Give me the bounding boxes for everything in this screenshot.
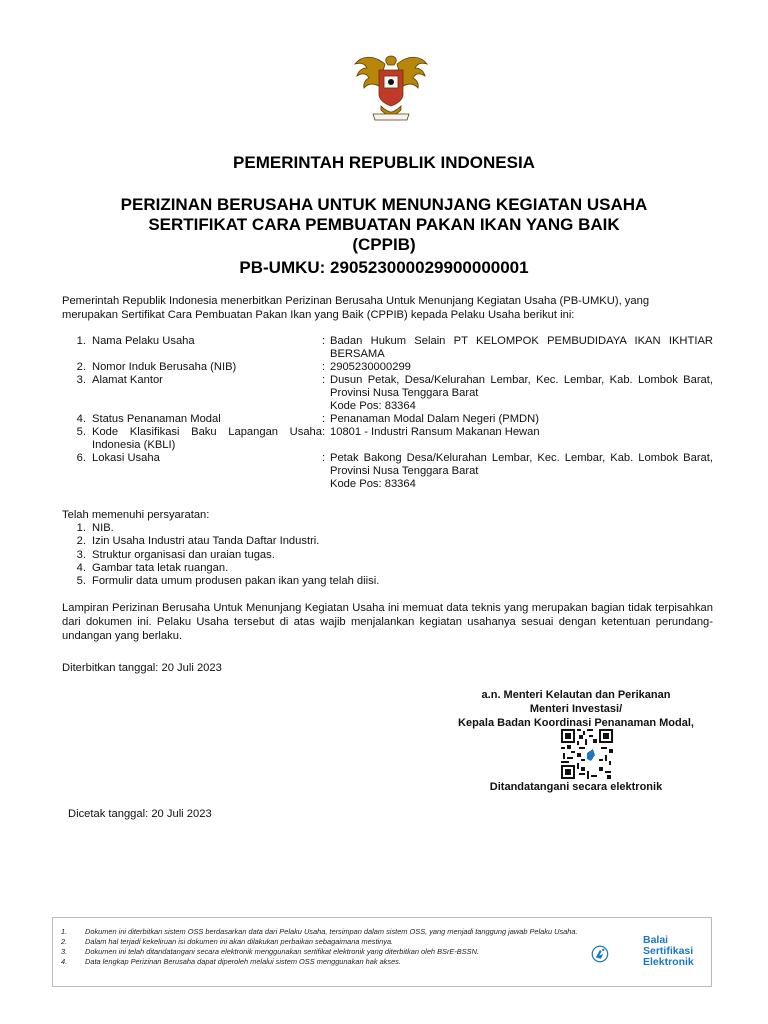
license-number: PB-UMKU: 290523000029900000001 [239, 258, 529, 277]
detail-colon: : [322, 413, 326, 425]
requirement-text: Izin Usaha Industri atau Tanda Daftar Industri. [92, 535, 320, 548]
footer-note [61, 947, 586, 957]
garuda-emblem-icon [351, 50, 431, 122]
detail-colon: : [322, 374, 326, 386]
detail-label: Nomor Induk Berusaha (NIB) [92, 361, 237, 373]
detail-value: Dusun Petak, Desa/Kelurahan Lembar, Kec. Lembar, Kab. Lombok Barat, Provinsi Nusa Tenggara Barat [330, 374, 713, 399]
printed-date: Dicetak tanggal: 20 Juli 2023 [68, 808, 212, 820]
intro-paragraph [62, 294, 713, 322]
detail-row [62, 335, 713, 361]
detail-colon: : [322, 361, 326, 373]
issued-date: Diterbitkan tanggal: 20 Juli 2023 [62, 662, 222, 674]
signatory-line: Kepala Badan Koordinasi Penanaman Modal, [458, 717, 694, 729]
detail-label: Kode Klasifikasi Baku Lapangan Usaha Indonesia (KBLI) [92, 426, 322, 451]
detail-number: 6. [76, 452, 86, 464]
detail-colon: : [322, 335, 326, 347]
footer-note-text: Data lengkap Perizinan Berusaha dapat diperoleh melalui sistem OSS menggunakan hak akses. [85, 957, 401, 966]
requirement-item [62, 535, 379, 548]
detail-postal-code: Kode Pos: 83364 [330, 478, 416, 490]
detail-colon: : [322, 426, 326, 438]
footer-note-number: 1. [61, 927, 68, 936]
requirements-list [62, 522, 379, 588]
detail-number: 4. [76, 413, 86, 425]
footer-note-text: Dokumen ini diterbitkan sistem OSS berdasarkan data dari Pelaku Usaha, tersimpan dalam sistem OSS, yang menjadi tanggung jawab Pelaku Usaha. [85, 927, 578, 936]
detail-number: 2. [76, 361, 86, 373]
bsre-logo-icon [591, 932, 639, 976]
requirement-number: 4. [76, 561, 86, 574]
detail-value: 10801 - Industri Ransum Makanan Hewan [330, 426, 540, 438]
signatory-block [440, 688, 712, 730]
title-line: SERTIFIKAT CARA PEMBUATAN PAKAN IKAN YANG BAIK [148, 215, 620, 234]
signatory-line: a.n. Menteri Kelautan dan Perikanan [481, 689, 671, 701]
detail-postal-code: Kode Pos: 83364 [330, 400, 416, 412]
closing-paragraph: Lampiran Perizinan Berusaha Untuk Menunjang Kegiatan Usaha ini memuat data teknis yang merupakan bagian tidak terpisahkan dari dokumen ini. Pelaku Usaha tersebut di atas wajib menjalankan kegiatan usahanya sesuai dengan ketentuan perundang-undangan yang berlaku. [62, 602, 713, 642]
footer-note [61, 957, 586, 967]
requirement-text: NIB. [92, 522, 114, 534]
footer-note-number: 4. [61, 957, 68, 966]
detail-value: Badan Hukum Selain PT KELOMPOK PEMBUDIDAYA IKAN IKHTIAR BERSAMA [330, 335, 713, 360]
footer-box [52, 917, 712, 987]
detail-label: Alamat Kantor [92, 374, 163, 386]
requirement-number: 2. [76, 535, 86, 548]
requirement-number: 3. [76, 548, 86, 561]
electronic-signature-label: Ditandatangani secara elektronik [489, 781, 663, 793]
footer-note-number: 3. [61, 947, 68, 956]
business-details [62, 335, 713, 491]
detail-value: Petak Bakong Desa/Kelurahan Lembar, Kec. Lembar, Kab. Lombok Barat, Provinsi Nusa Tenggara Barat [330, 452, 713, 477]
requirement-text: Gambar tata letak ruangan. [92, 561, 229, 574]
intro-line: Pemerintah Republik Indonesia menerbitkan Perizinan Berusaha Untuk Menunjang Kegiatan Usaha (PB-UMKU), yang [62, 295, 650, 307]
detail-number: 3. [76, 374, 86, 386]
requirement-item [62, 562, 379, 575]
detail-row [62, 413, 713, 426]
requirement-item [62, 522, 379, 535]
footer-notes [61, 927, 586, 967]
footer-note [61, 937, 586, 947]
requirement-text: Struktur organisasi dan uraian tugas. [92, 548, 275, 561]
detail-row [62, 426, 713, 452]
detail-label: Status Penanaman Modal [92, 413, 221, 425]
bsre-logo-line: Balai [643, 934, 669, 946]
detail-label: Lokasi Usaha [92, 452, 160, 464]
certificate-title [0, 195, 768, 255]
detail-row [62, 452, 713, 491]
requirement-item [62, 549, 379, 562]
detail-label: Nama Pelaku Usaha [92, 335, 195, 347]
requirements-title: Telah memenuhi persyaratan: [62, 509, 210, 521]
detail-row [62, 374, 713, 413]
title-line: (CPPIB) [352, 235, 416, 254]
requirement-number: 1. [76, 522, 86, 534]
detail-value: Penanaman Modal Dalam Negeri (PMDN) [330, 413, 539, 425]
detail-row [62, 361, 713, 374]
footer-note-text: Dokumen ini telah ditandatangani secara elektronik menggunakan sertifikat elektronik yang diterbitkan oleh BSrE-BSSN. [85, 947, 479, 956]
bsre-logo-line: Elektronik [643, 956, 694, 968]
requirement-item [62, 575, 379, 588]
detail-number: 1. [76, 335, 86, 347]
footer-note-number: 2. [61, 937, 68, 946]
footer-note [61, 927, 586, 937]
signatory-line: Menteri Investasi/ [529, 703, 623, 715]
detail-value: 2905230000299 [330, 361, 411, 373]
title-line: PERIZINAN BERUSAHA UNTUK MENUNJANG KEGIATAN USAHA [120, 195, 648, 214]
requirement-text: Formulir data umum produsen pakan ikan yang telah diisi. [92, 575, 380, 588]
detail-number: 5. [76, 426, 86, 438]
requirement-number: 5. [76, 575, 86, 588]
intro-line: merupakan Sertifikat Cara Pembuatan Pakan Ikan yang Baik (CPPIB) kepada Pelaku Usaha berikut ini: [62, 309, 575, 321]
bsre-logo-line: Sertifikasi [643, 945, 694, 957]
government-heading: PEMERINTAH REPUBLIK INDONESIA [233, 153, 535, 172]
detail-colon: : [322, 452, 326, 464]
footer-note-text: Dalam hal terjadi kekeliruan isi dokumen ini akan dilakukan perbaikan sebagaimana mestinya. [85, 937, 394, 946]
qr-code-icon [561, 729, 613, 779]
bsre-logo-text [643, 935, 694, 968]
